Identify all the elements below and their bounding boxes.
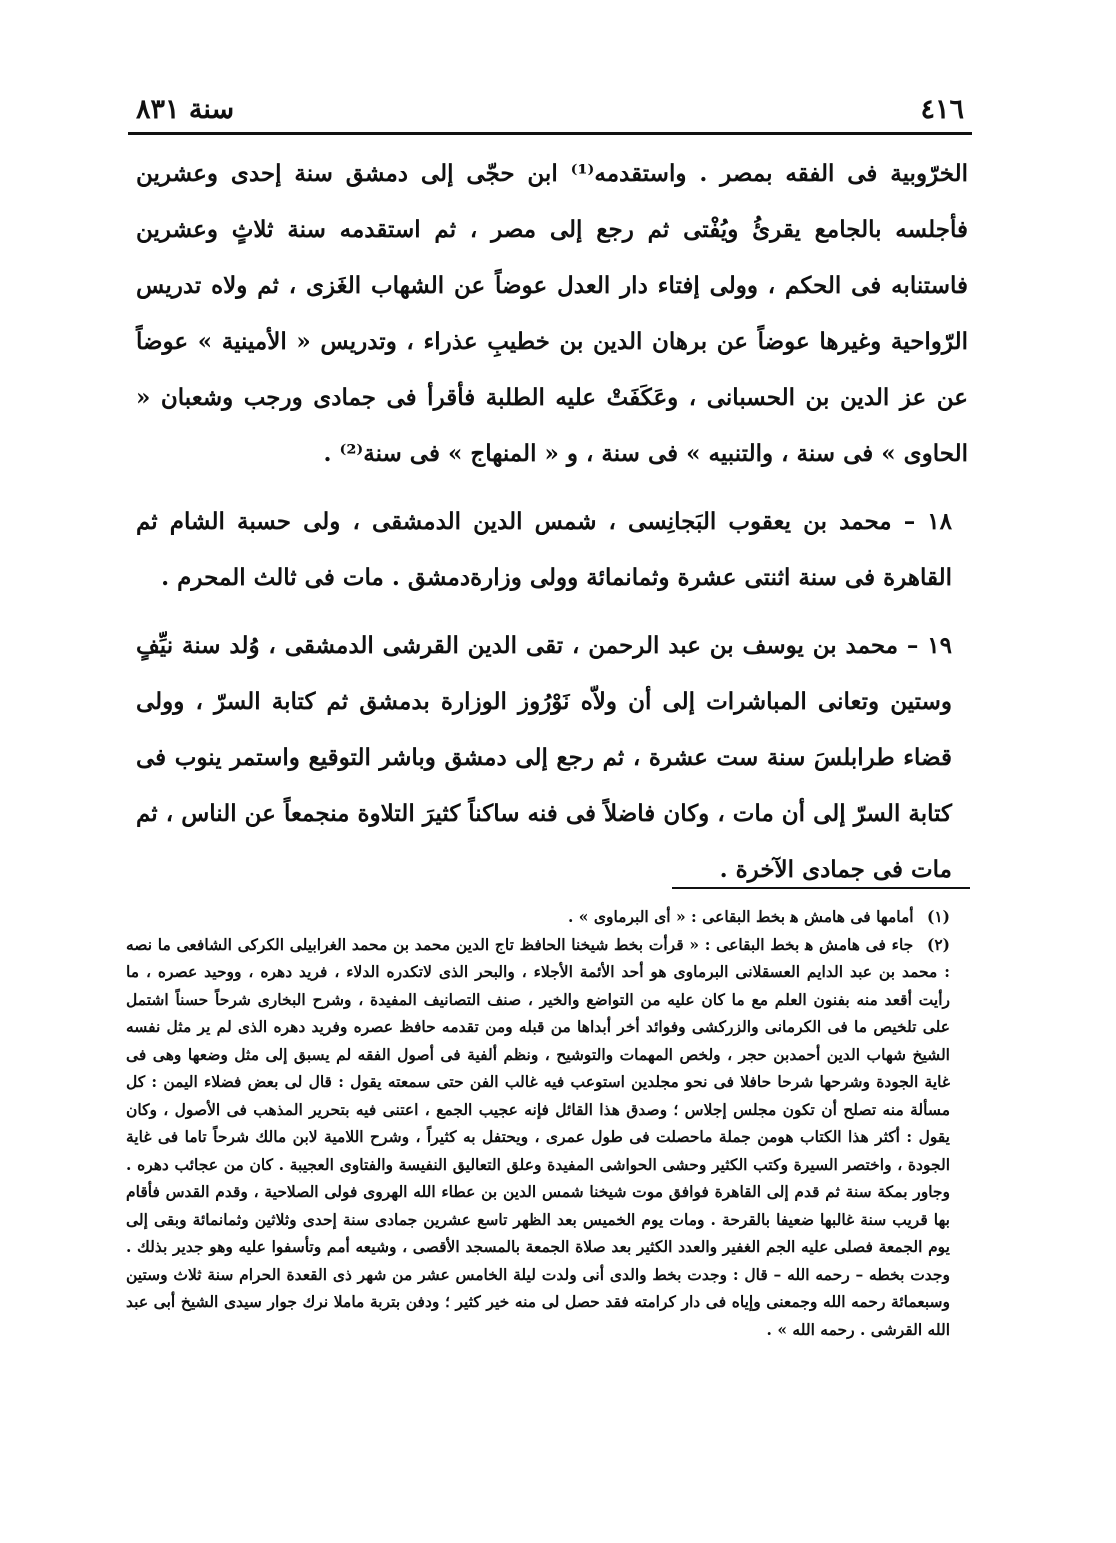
header-rule <box>128 132 972 135</box>
entry-text: – محمد بن يوسف بن عبد الرحمن ، تقى الدين القرشى الدمشقى ، وُلد سنة نيِّفٍ وستين وتعانى المباشرات إلى أن ولاّه نَوْرُوز الوزارة بدمشق ثم كتابة السرّ ، وولى قضاء طرابلسَ سنة ست عشرة ، ثم رجع إلى دمشق وباشر التوقيع واستمر ينوب فى كتابة السرّ إلى أن مات ، وكان فاضلاً فى فنه ساكناً كثيرَ التلاوة منجمعاً عن الناس ، ثم مات فى جمادى الآخرة . <box>136 632 952 883</box>
footnote-text: أمامها فى هامش ﻫ بخط البقاعى : « أى البرماوى » . <box>567 907 914 926</box>
footnote-text: جاء فى هامش ﻫ بخط البقاعى : « قرأت بخط شيخنا الحافظ تاج الدين محمد بن محمد الغرابيلى الكركى الشافعى ما نصه : محمد بن عبد الدايم العسقلانى البرماوى هو أحد الأئمة الأجلاء ، والبحر الذى لاتكدره الدلاء ، فريد دهره ، ووحيد عصره ، ما رأيت أقعد منه بفنون العلم مع ما كان عليه من التواضع والخير ، صنف التصانيف المفيدة ، وشرح البخارى شرحاً حسناً اشتمل على تلخيص ما فى الكرمانى والزركشى وفوائد أخر أبداها من قبله ومن تقدمه حافظ عصره وفريد دهره الذى لم ير مثل نفسه الشيخ شهاب الدين أحمدبن حجر ، ولخص المهمات والتوشيح ، ونظم ألفية فى أصول الفقه لم يسبق إلى مثل وضعها وهى فى غاية الجودة وشرحها شرحا حافلا فى نحو مجلدين استوعب فيه غالب الفن حتى سمعته يقول : قال لى بعض فضلاء اليمن : كل مسألة منه تصلح أن تكون مجلس إجلاس ؛ وصدق هذا القائل فإنه عجيب الجمع ، اعتنى فيه بتحرير المذهب فى الأصول ، وكان يقول : أكثر هذا الكتاب هومن جملة ماحصلت فى طول عمرى ، ويحتفل به كثيراً ، وشرح اللامية لابن مالك شرحاً تاما فى غاية الجودة ، واختصر السيرة وكتب الكثير وحشى الحواشى المفيدة وعلق التعاليق النفيسة والفتاوى العجيبة . كان من عجائب دهره . وجاور بمكة سنة ثم قدم إلى القاهرة فوافق موت شيخنا شمس الدين بن عطاء الله الهروى فولى الصلاحية ، وقدم القدس فأقام بها قريب سنة غالبها ضعيفا بالقرحة . ومات يوم الخميس بعد الظهر تاسع عشرين جمادى سنة إحدى وثلاثين وثمانمائة وبقى إلى يوم الجمعة فصلى عليه الجم الغفير والعدد الكثير بعد صلاة الجمعة بالمسجد الأقصى ، وشيعه أمم وتأسفوا عليه وهو جدير بذلك . وجدت بخطه – رحمه الله – قال : وجدت بخط والدى أنى ولدت ليلة الخامس عشر من شهر ذى القعدة الحرام سنة ثلاث وستين وسبعمائة رحمه الله وجمعنى وإياه فى دار كرامته فقد حصل لى منه خير كثير ؛ ودفن بتربة ماملا نرك جوار سيدى الشيخ أبى عبد الله القرشى . رحمه الله » . <box>126 934 950 1339</box>
paragraph-continuation <box>136 146 968 482</box>
page-number: ٤١٦ <box>920 94 964 125</box>
main-text <box>136 146 968 898</box>
footnote-rule <box>672 887 970 889</box>
entry-19 <box>136 618 968 898</box>
footnote-marker: (١) <box>926 907 950 926</box>
footnote-1 <box>126 903 966 931</box>
footnotes <box>126 903 966 1343</box>
entry-18 <box>136 494 968 606</box>
entry-number: ١٨ <box>927 508 952 535</box>
page-header <box>128 92 972 132</box>
footnote-marker: (٢) <box>926 934 950 954</box>
entry-text: – محمد بن يعقوب البَجانِسى ، شمس الدين الدمشقى ، ولى حسبة الشام ثم القاهرة فى سنة اثنتى عشرة وثمانمائة وولى وزارةدمشق . مات فى ثالث المحرم . <box>136 508 952 591</box>
paragraph-text: الخرّوبية فى الفقه بمصر . واستقدمه⁽¹⁾ ابن حجّى إلى دمشق سنة إحدى وعشرين فأجلسه بالجامع يقرئُ ويُفْتى ثم رجع إلى مصر ، ثم استقدمه سنة ثلاثٍ وعشرين فاستنابه فى الحكم ، وولى إفتاء دار العدل عوضاً عن الشهاب الغَزى ، ثم ولاه تدريس الرّواحية وغيرها عوضاً عن برهان الدين بن خطيبِ عذراء ، وتدريس « الأمينية » عوضاً عن عز الدين بن الحسبانى ، وعَكَفَتْ عليه الطلبة فأقرأ فى جمادى ورجب وشعبان « الحاوى » فى سنة ، والتنبيه » فى سنة ، و « المنهاج » فى سنة⁽²⁾ . <box>136 160 968 467</box>
footnote-2 <box>126 931 966 1344</box>
entry-number: ١٩ <box>927 632 952 659</box>
year-heading: سنة ٨٣١ <box>136 94 235 125</box>
